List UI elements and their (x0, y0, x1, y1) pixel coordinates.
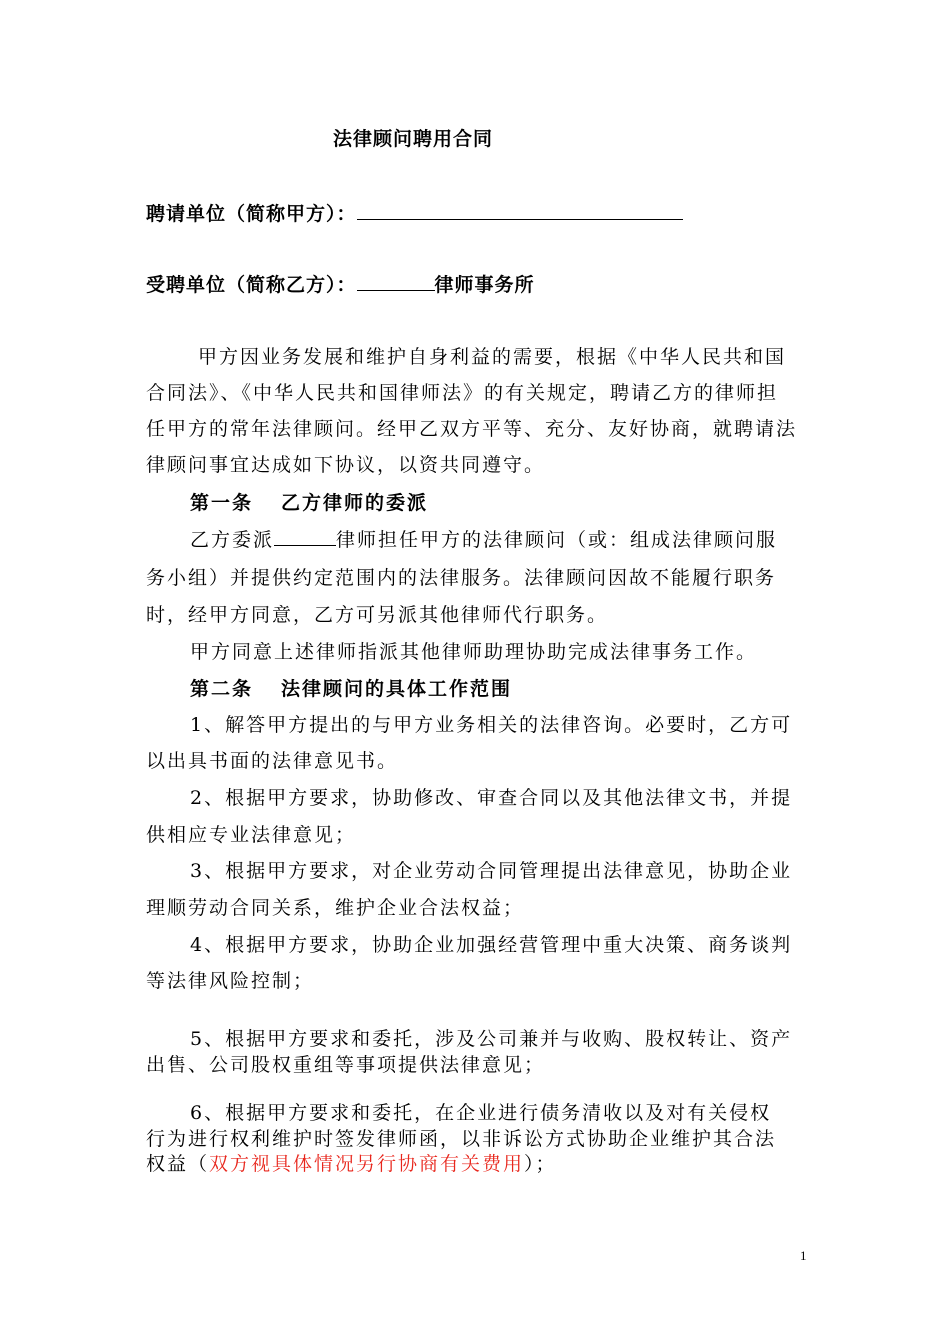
item-2-line-2: 供相应专业法律意见； (146, 824, 357, 846)
item-1-line-1: 1、解答甲方提出的与甲方业务相关的法律咨询。必要时，乙方可 (190, 714, 793, 736)
document-title: 法律顾问聘用合同 (333, 128, 494, 150)
party-b-blank (357, 272, 435, 291)
article-1-para-1-line-1 (190, 525, 777, 552)
party-b-label: 受聘单位（简称乙方）： (146, 274, 357, 296)
item-6-text-end: ）； (524, 1153, 557, 1175)
intro-line-4: 律顾问事宜达成如下协议，以资共同遵守。 (146, 454, 546, 476)
intro-line-2: 合同法》、《中华人民共和国律师法》的有关规定，聘请乙方的律师担 (146, 382, 779, 404)
party-b-line (146, 270, 535, 297)
item-6-red-note: 双方视具体情况另行协商有关费用 (209, 1153, 525, 1175)
article-1-para-1-line-2: 务小组）并提供约定范围内的法律服务。法律顾问因故不能履行职务 (146, 567, 777, 589)
article-1-number: 第一条 (190, 492, 254, 514)
article-1-para-2: 甲方同意上述律师指派其他律师助理协助完成法律事务工作。 (190, 641, 758, 663)
item-2-line-1: 2、根据甲方要求，协助修改、审查合同以及其他法律文书，并提 (190, 787, 793, 809)
item-3-line-2: 理顺劳动合同关系，维护企业合法权益； (146, 897, 525, 919)
article-1-title: 乙方律师的委派 (281, 492, 429, 514)
party-a-blank (357, 201, 683, 220)
item-1-line-2: 以出具书面的法律意见书。 (146, 750, 399, 772)
page-number: 1 (800, 1248, 807, 1263)
article-2-number: 第二条 (190, 678, 254, 700)
item-6-text-start: 权益（ (146, 1153, 210, 1175)
article-1-para-1-line-3: 时，经甲方同意，乙方可另派其他律师代行职务。 (146, 604, 609, 626)
item-4-line-1: 4、根据甲方要求，协助企业加强经营管理中重大决策、商务谈判 (190, 934, 793, 956)
article-2-heading (190, 674, 512, 701)
intro-line-3: 任甲方的常年法律顾问。经甲乙双方平等、充分、友好协商，就聘请法 (146, 418, 798, 440)
item-6-line-2: 行为进行权利维护时签发律师函，以非诉讼方式协助企业维护其合法 (146, 1128, 777, 1150)
item-5-line-2: 出售、公司股权重组等事项提供法律意见； (146, 1054, 546, 1076)
intro-line-1: 甲方因业务发展和维护自身利益的需要，根据《中华人民共和国 (198, 346, 787, 368)
party-a-line (146, 199, 683, 226)
article-1-text-end: 律师担任甲方的法律顾问（或：组成法律顾问服 (336, 529, 778, 551)
lawyer-name-blank (274, 527, 336, 546)
party-b-suffix: 律师事务所 (434, 274, 535, 296)
item-6-line-1: 6、根据甲方要求和委托，在企业进行债务清收以及对有关侵权 (190, 1102, 772, 1124)
item-5-line-1: 5、根据甲方要求和委托，涉及公司兼并与收购、股权转让、资产 (190, 1028, 793, 1050)
party-a-label: 聘请单位（简称甲方）： (146, 203, 357, 225)
article-1-heading (190, 488, 428, 515)
item-3-line-1: 3、根据甲方要求，对企业劳动合同管理提出法律意见，协助企业 (190, 860, 793, 882)
article-1-text-start: 乙方委派 (190, 529, 275, 551)
item-4-line-2: 等法律风险控制； (146, 970, 315, 992)
article-2-title: 法律顾问的具体工作范围 (281, 678, 513, 700)
item-6-line-3 (146, 1149, 557, 1176)
